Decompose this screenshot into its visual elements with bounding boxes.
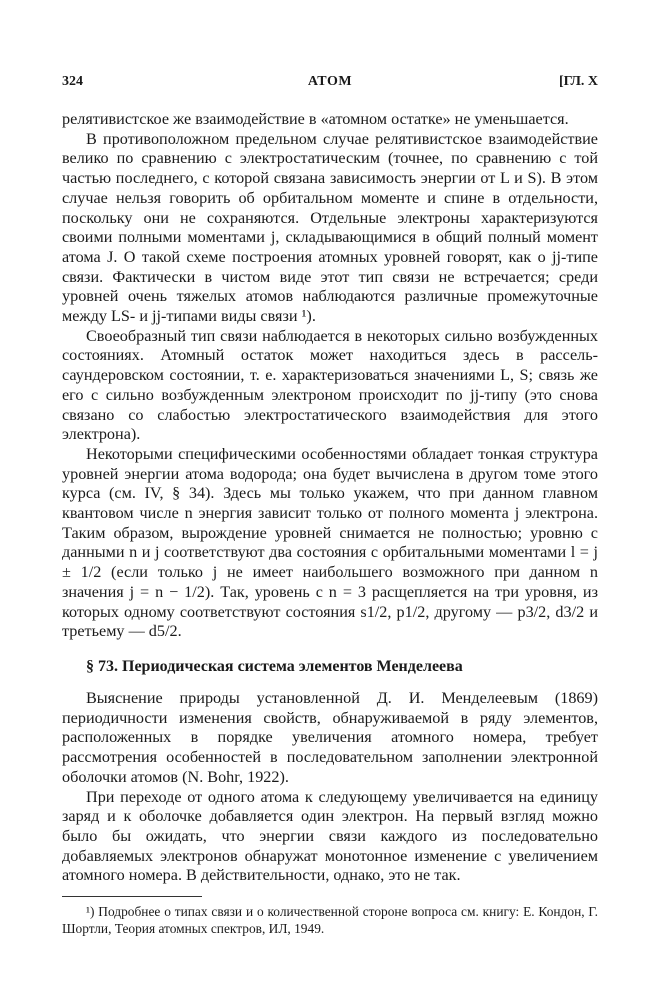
footnote-divider [62,896,202,897]
running-header [62,74,598,96]
paragraph-4: Некоторыми специфическими особенностями обладает тонкая структура уровней энергии атома водорода; она будет вычислена в другом томе этого курса (см. IV, § 34). Здесь мы только укажем, что при данном главном квантовом числе n энергия зависит только от полного момента j электрона. Таким образом, вырождение уровней снимается не полностью; уровню с данными n и j соответствуют два состояния с орбитальными моментами l = j ± 1/2 (если только j не имеет наибольшего возможного при данном n значения j = n − 1/2). Так, уровень с n = 3 расщепляется на три уровня, из которых одному соответствуют состояния s1/2, p1/2, другому — p3/2, d3/2 и третьему — d5/2. [62,444,598,641]
chapter-label: [ГЛ. X [559,74,598,89]
section-paragraph-2: При переходе от одного атома к следующему увеличивается на единицу заряд и к оболочке добавляется один электрон. На первый взгляд можно было бы ожидать, что энергии связи каждого из последовательно добавляемых электронов обнаружат монотонное изменение с увеличением атомного номера. В действительности, однако, это не так. [62,787,598,885]
section-paragraph-1: Выяснение природы установленной Д. И. Менделеевым (1869) периодичности изменения свойств, обнаруживаемой в ряду элементов, расположенных в порядке увеличения атомного номера, требует рассмотрения особенностей в последовательном заполнении электронной оболочки атомов (N. Bohr, 1922). [62,688,598,786]
section-heading: § 73. Периодическая система элементов Менделеева [86,657,463,675]
paragraph-3: Своеобразный тип связи наблюдается в некоторых сильно возбужденных состояниях. Атомный остаток может находиться здесь в рассель-саундеровском состоянии, т. е. характеризоваться значениями L, S; связь же его с сильно возбужденным электроном происходит по jj-типу (это снова связано со слабостью электростатического взаимодействия для этого электрона). [62,326,598,444]
running-title: АТОМ [307,74,353,89]
page-number: 324 [62,74,83,89]
book-page [62,74,598,937]
footnote: ¹) Подробнее о типах связи и о количественной стороне вопроса см. книгу: Е. Кондон, Г. Шортли, Теория атомных спектров, ИЛ, 1949. [62,904,598,937]
main-text [62,110,598,886]
paragraph-1: релятивистское же взаимодействие в «атомном остатке» не уменьшается. [62,110,569,128]
paragraph-2: В противоположном предельном случае релятивистское взаимодействие велико по сравнению с электростатическим (точнее, по сравнению с той частью последнего, с которой связана зависимость энергии от L и S). В этом случае нельзя говорить об орбитальном моменте и спине в отдельности, поскольку они не сохраняются. Отдельные электроны характеризуются своими полными моментами j, складывающимися в общий полный момент атома J. О такой схеме построения атомных уровней говорят, как о jj-типе связи. Фактически в чистом виде этот тип связи не встречается; среди уровней очень тяжелых атомов наблюдаются различные промежуточные между LS- и jj-типами виды связи ¹). [62,129,598,326]
